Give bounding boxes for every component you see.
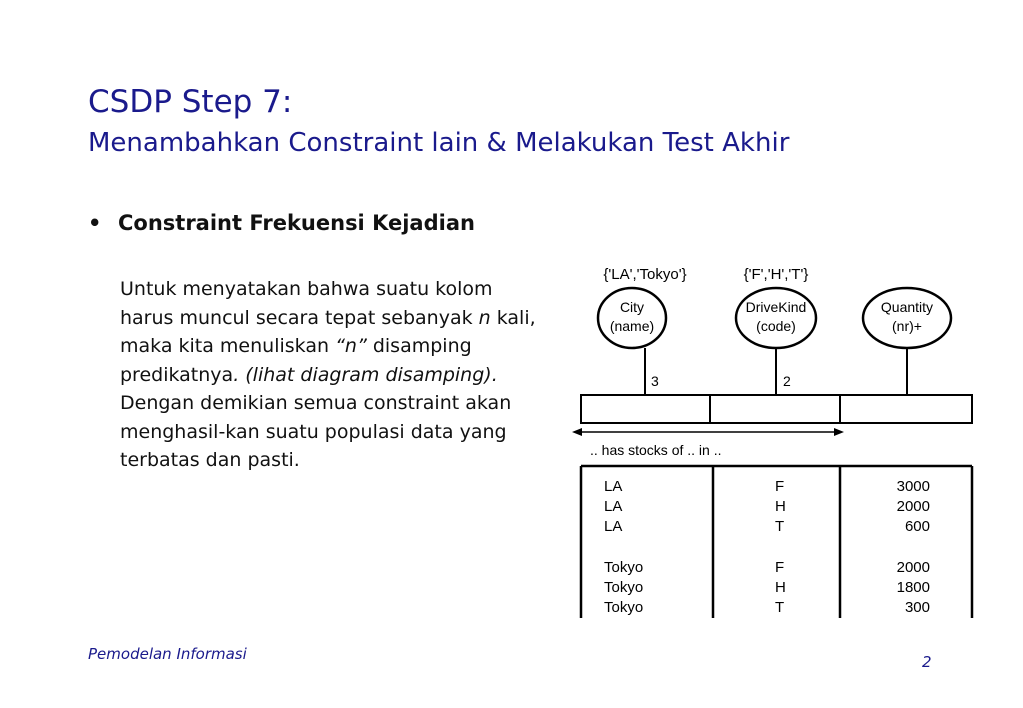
- table-cell-r4-c1: H: [775, 579, 786, 596]
- para-text-3: disamping predikatnya: [120, 335, 472, 386]
- entity-drivekind: [736, 288, 816, 348]
- para-n-quoted: “n”: [335, 335, 367, 357]
- fact-type-box: [581, 395, 972, 423]
- frequency-label-city: 3: [651, 373, 659, 389]
- entity-quantity: [863, 288, 951, 348]
- table-cell-r1-c2: 2000: [896, 498, 930, 515]
- table-cell-r1-c0: LA: [604, 498, 623, 515]
- table-cell-r5-c1: T: [775, 599, 785, 616]
- predicate-reading: .. has stocks of .. in ..: [590, 442, 722, 458]
- page-number: 2: [922, 653, 932, 671]
- table-cell-r0-c0: LA: [604, 478, 623, 495]
- table-cell-r0-c1: F: [775, 478, 785, 495]
- table-cell-r0-c2: 3000: [896, 478, 930, 495]
- table-cell-r4-c2: 1800: [896, 579, 930, 596]
- table-cell-r1-c1: H: [775, 498, 786, 515]
- value-constraint-city: {'LA','Tokyo'}: [603, 266, 687, 283]
- para-italic-note: . (lihat diagram disamping).: [233, 363, 498, 386]
- entity-city: [598, 288, 666, 348]
- population-rows: [604, 478, 930, 616]
- para-text-1: Untuk menyatakan bahwa suatu kolom harus muncul secara tepat sebanyak: [120, 278, 493, 329]
- frequency-label-drivekind: 2: [783, 373, 791, 389]
- uniqueness-constraint-arrow: [572, 428, 844, 436]
- entity-city-ref: (name): [609, 318, 655, 334]
- table-cell-r3-c0: Tokyo: [604, 559, 644, 576]
- population-table: [581, 466, 972, 618]
- entity-quantity-ref: (nr)+: [892, 318, 922, 334]
- footer-course: Pemodelan Informasi: [88, 645, 247, 663]
- para-n-italic: n: [478, 306, 491, 329]
- entity-drivekind-name: DriveKind: [745, 299, 807, 315]
- table-cell-r5-c2: 300: [904, 599, 930, 616]
- para-text-2: kali, maka kita menuliskan: [120, 306, 536, 357]
- entity-quantity-name: Quantity: [880, 299, 934, 315]
- body-paragraph: [120, 275, 540, 475]
- orm-diagram: [570, 258, 980, 623]
- table-cell-r4-c0: Tokyo: [604, 579, 644, 596]
- slide-title: CSDP Step 7:: [88, 84, 293, 120]
- entity-drivekind-ref: (code): [756, 318, 796, 334]
- para-text-4: Dengan demikian semua constraint akan menghasil-kan suatu populasi data yang terbatas dan pasti.: [120, 392, 512, 471]
- table-cell-r5-c0: Tokyo: [604, 599, 644, 616]
- entity-city-name: City: [619, 299, 645, 315]
- value-constraint-drivekind: {'F','H','T'}: [743, 266, 809, 283]
- bullet-icon: •: [88, 211, 102, 235]
- bullet-heading: Constraint Frekuensi Kejadian: [118, 211, 475, 235]
- table-cell-r2-c0: LA: [604, 518, 623, 535]
- table-cell-r3-c1: F: [775, 559, 785, 576]
- table-cell-r3-c2: 2000: [896, 559, 930, 576]
- bullet-item: [88, 211, 475, 235]
- slide-subtitle: Menambahkan Constraint lain & Melakukan Test Akhir: [88, 128, 790, 158]
- table-cell-r2-c1: T: [775, 518, 785, 535]
- table-cell-r2-c2: 600: [904, 518, 930, 535]
